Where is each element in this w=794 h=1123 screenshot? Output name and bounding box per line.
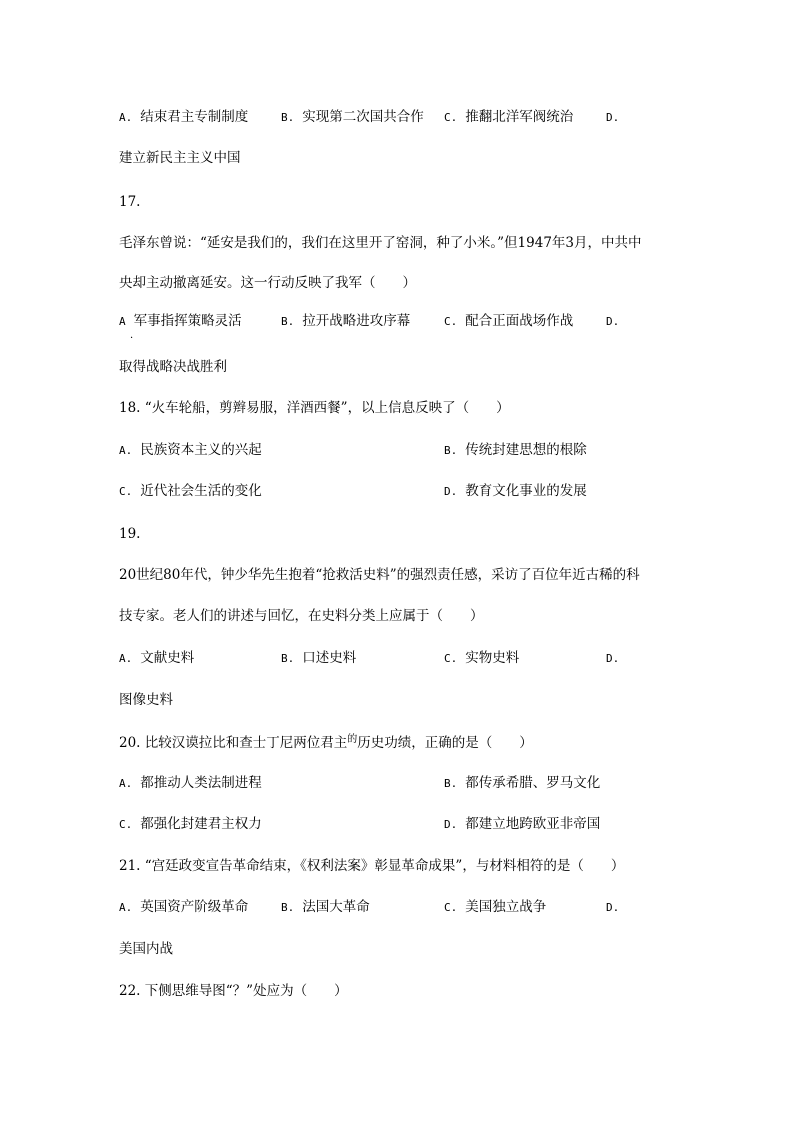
option-letter: D. bbox=[606, 111, 620, 124]
q19-option-b[interactable] bbox=[281, 649, 356, 668]
option-letter: C. bbox=[444, 111, 458, 124]
q21-stem: 21. “宫廷政变宣告革命结束，《权利法案》彰显革命成果”，与材料相符的是（ ） bbox=[119, 858, 625, 874]
option-letter: D. bbox=[444, 818, 458, 831]
q18-stem: 18. “火车轮船，剪辫易服，洋酒西餐”，以上信息反映了（ ） bbox=[119, 400, 510, 416]
option-text: 文献史料 bbox=[140, 650, 195, 666]
option-text: 美国独立战争 bbox=[465, 899, 547, 915]
option-letter: B. bbox=[281, 652, 295, 665]
q16-option-c[interactable] bbox=[444, 108, 573, 127]
q21-option-a[interactable] bbox=[119, 898, 248, 917]
option-text: 都强化封建君主权力 bbox=[140, 816, 262, 832]
option-letter: C. bbox=[444, 315, 458, 328]
option-text: 都传承希腊、罗马文化 bbox=[465, 775, 601, 791]
q20-option-a[interactable] bbox=[119, 774, 262, 793]
option-text: 都建立地跨欧亚非帝国 bbox=[465, 816, 601, 832]
option-letter: C. bbox=[119, 485, 133, 498]
q18-option-b[interactable] bbox=[444, 441, 587, 460]
q19-option-a[interactable] bbox=[119, 649, 194, 668]
q17-stem-line1: 毛泽东曾说：“延安是我们的，我们在这里开了窑洞，种了小米。”但1947年3月，中共中 bbox=[119, 235, 642, 251]
option-letter: D. bbox=[606, 315, 620, 328]
option-text: 军事指挥策略灵活 bbox=[133, 313, 242, 329]
option-letter: C. bbox=[119, 818, 133, 831]
q19-number: 19. bbox=[119, 526, 141, 542]
option-text: 实物史料 bbox=[465, 650, 520, 666]
q22-stem: 22. 下侧思维导图“？”处应为（ ） bbox=[119, 983, 348, 999]
option-text: 教育文化事业的发展 bbox=[465, 483, 587, 499]
q20-stem-de: 的 bbox=[347, 734, 358, 745]
option-text: 英国资产阶级革命 bbox=[140, 899, 249, 915]
q16-option-a[interactable] bbox=[119, 108, 248, 127]
option-text: 都推动人类法制进程 bbox=[140, 775, 262, 791]
q19-option-d-text: 图像史料 bbox=[119, 692, 173, 708]
q21-option-b[interactable] bbox=[281, 898, 370, 917]
option-letter: A. bbox=[119, 652, 133, 665]
q18-option-d[interactable] bbox=[444, 482, 587, 501]
option-letter: A. bbox=[119, 901, 133, 914]
option-letter: B. bbox=[444, 777, 458, 790]
q19-option-d[interactable] bbox=[606, 649, 627, 668]
q20-stem-part1: 20. 比较汉谟拉比和查士丁尼两位君主 bbox=[119, 735, 348, 751]
option-letter: B. bbox=[281, 315, 295, 328]
q18-option-c[interactable] bbox=[119, 482, 262, 501]
option-letter: D. bbox=[444, 485, 458, 498]
q17-option-c[interactable] bbox=[444, 312, 573, 331]
option-text: 结束君主专制制度 bbox=[140, 109, 249, 125]
q17-number: 17. bbox=[119, 194, 141, 210]
q17-option-b[interactable] bbox=[281, 312, 410, 331]
option-letter: B. bbox=[281, 901, 295, 914]
q19-stem-line1: 20世纪80年代，钟少华先生抱着“抢救活史料”的强烈责任感，采访了百位年近古稀的科 bbox=[119, 567, 640, 583]
option-letter: C. bbox=[444, 901, 458, 914]
q21-option-d-text: 美国内战 bbox=[119, 941, 173, 957]
option-letter: C. bbox=[444, 652, 458, 665]
option-text: 实现第二次国共合作 bbox=[302, 109, 424, 125]
q20-option-b[interactable] bbox=[444, 774, 600, 793]
q19-stem-line2: 技专家。老人们的讲述与回忆，在史料分类上应属于（ ） bbox=[119, 608, 484, 624]
option-text: 民族资本主义的兴起 bbox=[140, 442, 262, 458]
q20-option-c[interactable] bbox=[119, 815, 262, 834]
q20-stem bbox=[119, 734, 533, 754]
option-letter: D. bbox=[606, 652, 620, 665]
q16-option-b[interactable] bbox=[281, 108, 424, 127]
q17-stem-line2: 央却主动撤离延安。这一行动反映了我军（ ） bbox=[119, 275, 416, 291]
option-letter: A bbox=[119, 315, 126, 328]
option-text: 推翻北洋军阀统治 bbox=[465, 109, 574, 125]
option-letter: D. bbox=[606, 901, 620, 914]
option-text: 近代社会生活的变化 bbox=[140, 483, 262, 499]
q16-option-d-text: 建立新民主主义中国 bbox=[119, 150, 241, 166]
q18-option-a[interactable] bbox=[119, 441, 262, 460]
q16-option-d[interactable] bbox=[606, 108, 627, 127]
q20-stem-part2: 历史功绩，正确的是（ ） bbox=[357, 735, 533, 751]
option-letter: A. bbox=[119, 444, 133, 457]
option-letter: B. bbox=[281, 111, 295, 124]
q21-option-c[interactable] bbox=[444, 898, 546, 917]
q17-option-d-text: 取得战略决战胜利 bbox=[119, 359, 227, 375]
option-letter: A. bbox=[119, 111, 133, 124]
q19-option-c[interactable] bbox=[444, 649, 519, 668]
option-letter: B. bbox=[444, 444, 458, 457]
option-text: 口述史料 bbox=[302, 650, 357, 666]
option-text: 拉开战略进攻序幕 bbox=[302, 313, 411, 329]
option-letter: A. bbox=[119, 777, 133, 790]
q20-option-d[interactable] bbox=[444, 815, 600, 834]
emphasis-dot: · bbox=[130, 333, 134, 344]
q21-option-d[interactable] bbox=[606, 898, 627, 917]
option-text: 传统封建思想的根除 bbox=[465, 442, 587, 458]
q17-option-a[interactable] bbox=[119, 312, 242, 331]
q17-option-d[interactable] bbox=[606, 312, 627, 331]
option-text: 配合正面战场作战 bbox=[465, 313, 574, 329]
option-text: 法国大革命 bbox=[302, 899, 370, 915]
